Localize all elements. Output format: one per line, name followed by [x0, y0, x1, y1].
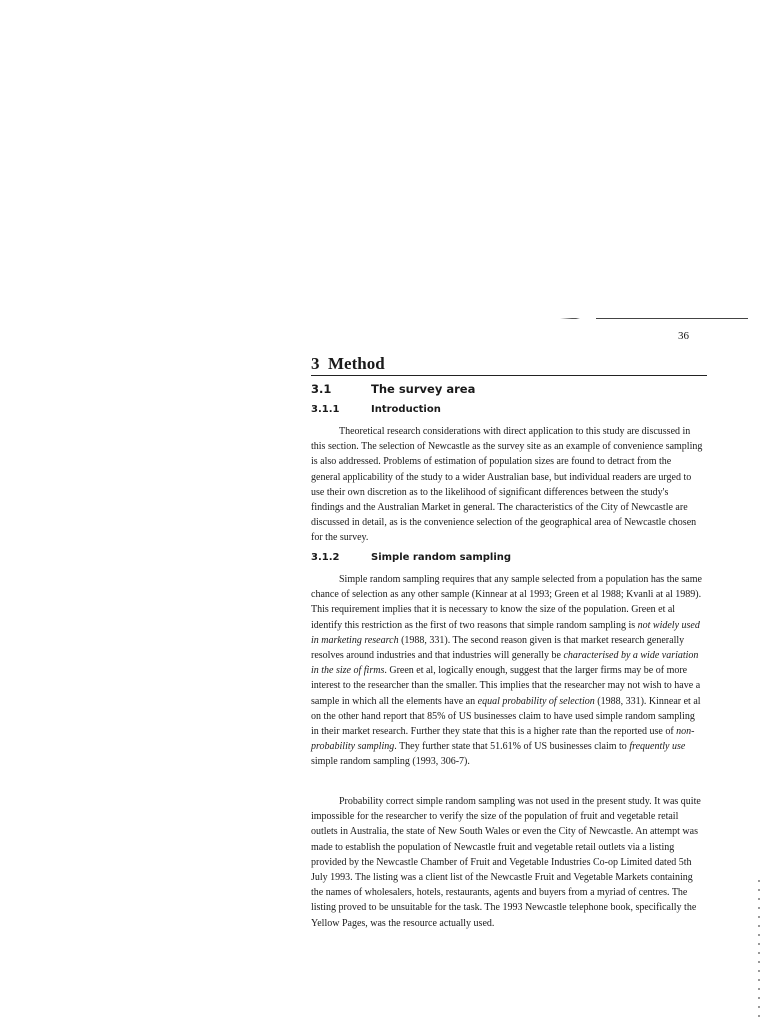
section-number: 3.1 [311, 382, 332, 396]
srs-emphasis-4: non-probability sampling [311, 726, 695, 753]
chapter-title: Method [328, 354, 385, 373]
srs-emphasis-2: characterised by a wide variation in the size of firms [311, 650, 699, 677]
scan-artifact-line [560, 318, 748, 319]
intro-paragraph [311, 424, 703, 546]
srs-text-4: (1988, 331). Kinnear et al on the other hand report that 85% of US businesses claim to have used simple random sampling in their market research. Further they state that this is a higher rate than the reported use of [311, 695, 701, 738]
subsection-number: 3.1.2 [311, 552, 340, 563]
srs-paragraph [311, 572, 703, 770]
probability-paragraph [311, 794, 703, 931]
subsection-heading-introduction [311, 404, 441, 415]
srs-text-1: Simple random sampling requires that any sample selected from a population has the same chance of selection as any other sample (Kinnear at al 1993; Green et al 1988; Kvanli at al 1989). This requirement implies that it is necessary to know the size of the population. Green et al identify this restriction as the first of two reasons that simple random sampling is [311, 574, 702, 631]
subsection-title: Introduction [371, 404, 441, 415]
subsection-heading-simple-random-sampling [311, 552, 511, 563]
intro-paragraph-text: Theoretical research considerations with direct application to this study are discussed in this section. The selection of Newcastle as the survey site as an example of convenience sampling is also addressed. Problems of estimation of population sizes are found to detract from the general applicability of the study to a wider Australian base, but individual readers are urged to use their own discretion as to the likelihood of significant differences between the study's findings and the Australian Market in general. The characteristics of the City of Newcastle are discussed in detail, as is the convenience selection of the geographical area of Newcastle chosen for the survey. [311, 426, 703, 544]
srs-text-6: simple random sampling (1993, 306-7). [311, 756, 470, 768]
chapter-number: 3 [311, 354, 320, 373]
srs-emphasis-5: frequently use [629, 741, 686, 753]
srs-text-3: . Green et al, logically enough, suggest that the larger firms may be of more interest to the researcher than the smaller. This implies that the researcher may not wish to have a sample in which all the elements have an [311, 665, 701, 707]
section-heading [311, 382, 475, 396]
srs-text-5: . They further state that 51.61% of US businesses claim to [394, 741, 630, 753]
chapter-heading [311, 354, 707, 376]
srs-emphasis-1: not widely used in marketing research [311, 619, 700, 646]
subsection-number: 3.1.1 [311, 404, 340, 415]
page-number: 36 [678, 330, 689, 342]
section-title: The survey area [371, 382, 476, 396]
scan-edge-marks [758, 880, 760, 1020]
subsection-title: Simple random sampling [371, 552, 512, 563]
srs-emphasis-3: equal probability of selection [477, 695, 595, 707]
probability-paragraph-text: Probability correct simple random sampling was not used in the present study. It was quite impossible for the researcher to verify the size of the population of fruit and vegetable retail outlets in Australia, the state of New South Wales or even the City of Newcastle. An attempt was made to establish the population of Newcastle fruit and vegetable retail outlets via a listing provided by the Newcastle Chamber of Fruit and Vegetable Industries Co-op Limited dated 5th July 1993. The listing was a client list of the Newcastle Fruit and Vegetable Markets containing the names of wholesalers, hotels, restaurants, agents and buyers from a myriad of centres. The listing proved to be unsuitable for the task. The 1993 Newcastle telephone book, specifically the Yellow Pages, was the resource actually used. [311, 796, 701, 929]
srs-text-2: (1988, 331). The second reason given is that market research generally resolves around industries and that industries will generally be [311, 634, 685, 662]
